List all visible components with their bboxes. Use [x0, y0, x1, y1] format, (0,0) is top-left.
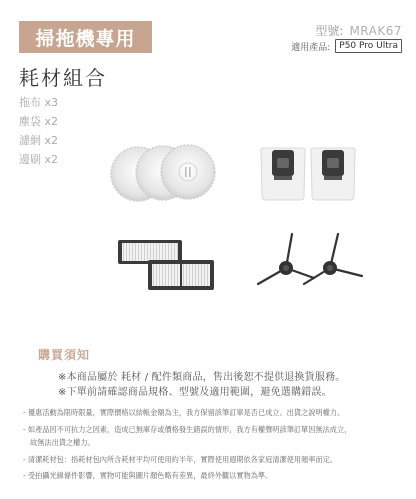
warning-text: ※本商品屬於 耗材 / 配件類商品，售出後恕不提供退換貨服務。	[58, 372, 346, 383]
list-item: 邊刷 x2	[19, 153, 59, 166]
list-item: 拖布 x3	[19, 96, 59, 109]
model-label: 型號:	[315, 24, 344, 38]
dust-bags-image	[258, 144, 358, 204]
compatible-label: 適用產品:	[291, 42, 331, 53]
page-title: 耗材組合	[19, 66, 107, 90]
note-item: - 清潔耗材包：指耗材包內所含耗材平均可使用約半年，實際使用週期依各家庭清潔使用頻率而定。	[23, 454, 337, 464]
model-value: MRAK67	[349, 24, 402, 38]
list-item: 塵袋 x2	[19, 115, 59, 128]
list-item: 濾網 x2	[19, 134, 59, 147]
compatible-value: P50 Pro Ultra	[335, 39, 402, 53]
warning-text: ※下單前請確認商品規格、型號及適用範圍，避免選購錯誤。	[58, 387, 332, 398]
side-brushes-image	[250, 228, 370, 294]
note-item: - 受拍攝光線條件影響，實物可能與圖片顏色略有差異，最終外觀以實物為準。	[23, 471, 273, 480]
note-item: - 優惠活動為限時限量，實際價格以結帳金額為主，我方保留該筆訂單是否已成立、出貨之說明權力。	[23, 408, 345, 417]
note-item	[23, 423, 403, 450]
note-line: - 如產品因不可抗力之因素，造成已無庫存或價格發生錯誤的情形，我方有權聲明該筆訂單因無法成立，	[23, 424, 352, 434]
model-number	[315, 22, 402, 39]
mop-pads-image	[108, 138, 220, 208]
notes-list	[23, 406, 403, 483]
note-line: 故無法出貨之權力。	[30, 438, 95, 447]
filters-image	[114, 238, 218, 298]
product-badge: 掃拖機專用	[19, 21, 152, 53]
compatible-product	[291, 39, 402, 53]
product-images	[0, 130, 416, 310]
notice-title: 購買須知	[38, 348, 91, 362]
